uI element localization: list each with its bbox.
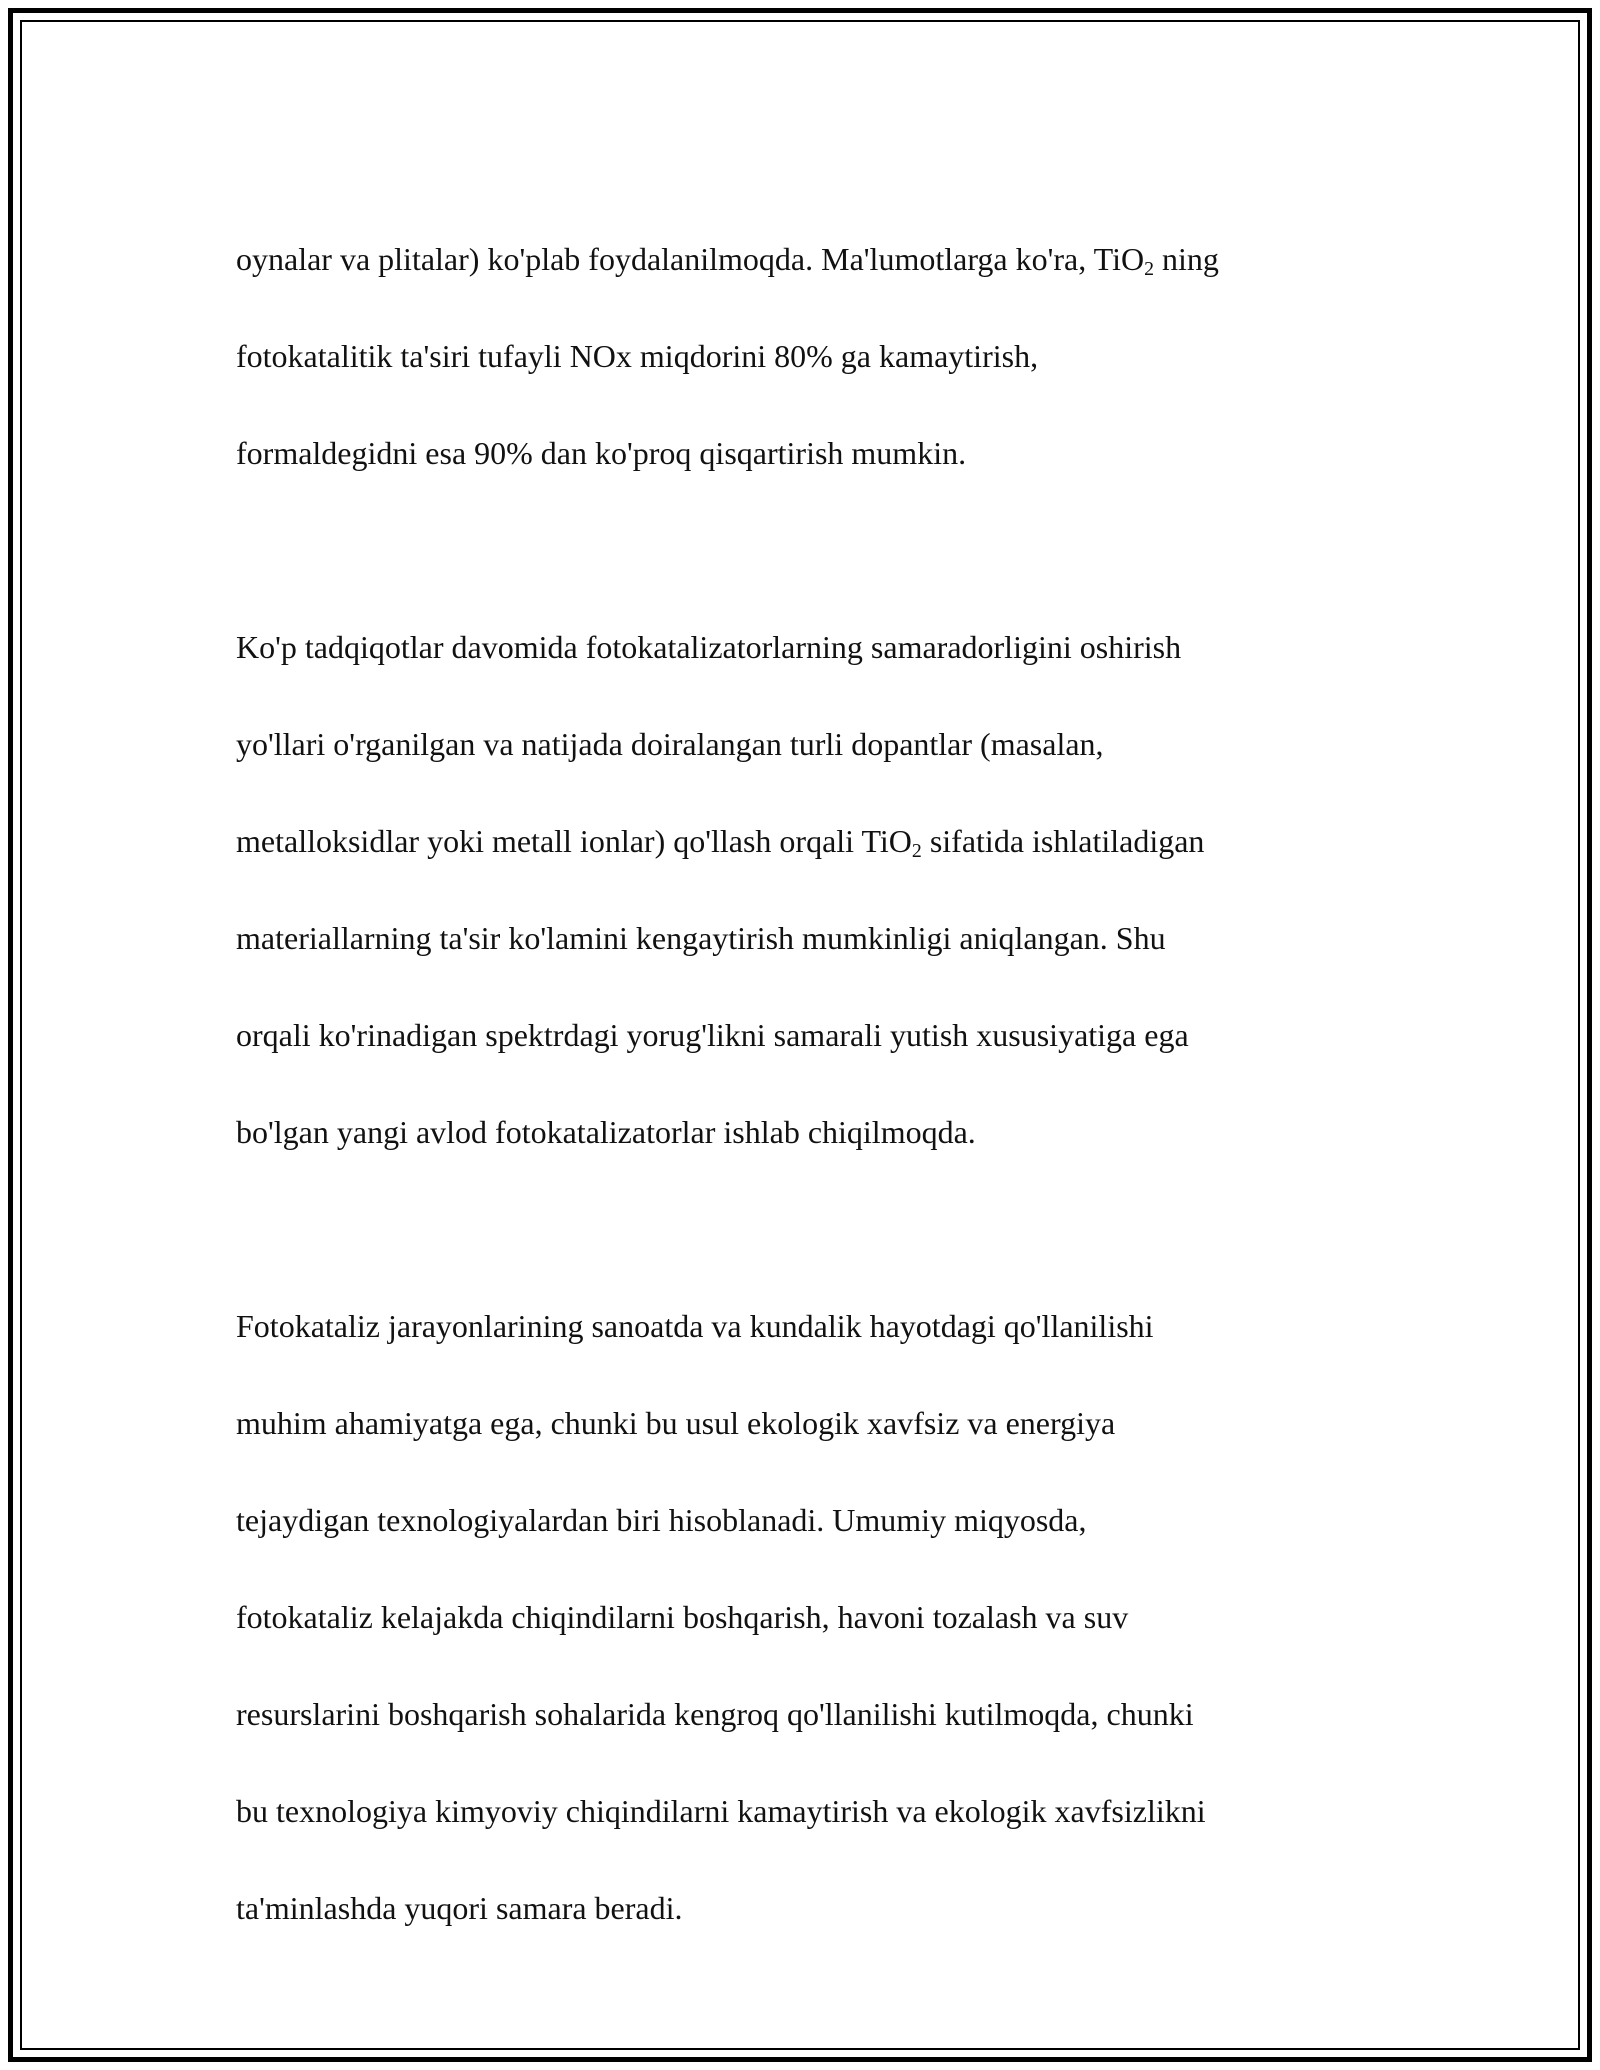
text-line: fotokataliz kelajakda chiqindilarni boshqarish, havoni tozalash va suv xyxy=(236,1598,1129,1635)
paragraph-1 xyxy=(236,186,1376,526)
text-line: oynalar va plitalar) ko'plab foydalanilmoqda. Ma'lumotlarga ko'ra, TiO$_2$ ning xyxy=(236,240,1219,280)
text-line: tejaydigan texnologiyalardan biri hisoblanadi. Umumiy miqyosda, xyxy=(236,1501,1087,1538)
text-line: bo'lgan yangi avlod fotokatalizatorlar ishlab chiqilmoqda. xyxy=(236,1113,976,1150)
text-line: Ko'p tadqiqotlar davomida fotokatalizatorlarning samaradorligini oshirish xyxy=(236,628,1182,665)
text-line: fotokatalitik ta'siri tufayli NOx miqdorini 80% ga kamaytirish, xyxy=(236,337,1039,374)
paragraph-3 xyxy=(236,1253,1376,1981)
text-line: yo'llari o'rganilgan va natijada doiralangan turli dopantlar (masalan, xyxy=(236,725,1104,762)
text-line: formaldegidni esa 90% dan ko'proq qisqartirish mumkin. xyxy=(236,434,967,471)
text-line: muhim ahamiyatga ega, chunki bu usul ekologik xavfsiz va energiya xyxy=(236,1404,1116,1441)
text-line: ta'minlashda yuqori samara beradi. xyxy=(236,1889,683,1926)
text-line: resurslarini boshqarish sohalarida kengroq qo'llanilishi kutilmoqda, chunki xyxy=(236,1695,1194,1732)
document-body xyxy=(236,186,1376,2029)
subscript: 2 xyxy=(911,839,922,862)
text-line: metalloksidlar yoki metall ionlar) qo'llash orqali TiO$_2$ sifatida ishlatiladigan xyxy=(236,822,1205,862)
text-line: orqali ko'rinadigan spektrdagi yorug'likni samarali yutish xususiyatiga ega xyxy=(236,1016,1189,1053)
text-line: materiallarning ta'sir ko'lamini kengaytirish mumkinligi aniqlangan. Shu xyxy=(236,919,1166,956)
subscript: 2 xyxy=(1144,257,1154,280)
text-line: Fotokataliz jarayonlarining sanoatda va kundalik hayotdagi qo'llanilishi xyxy=(236,1307,1154,1344)
paragraph-2 xyxy=(236,574,1376,1205)
text-line: bu texnologiya kimyoviy chiqindilarni kamaytirish va ekologik xavfsizlikni xyxy=(236,1792,1206,1829)
